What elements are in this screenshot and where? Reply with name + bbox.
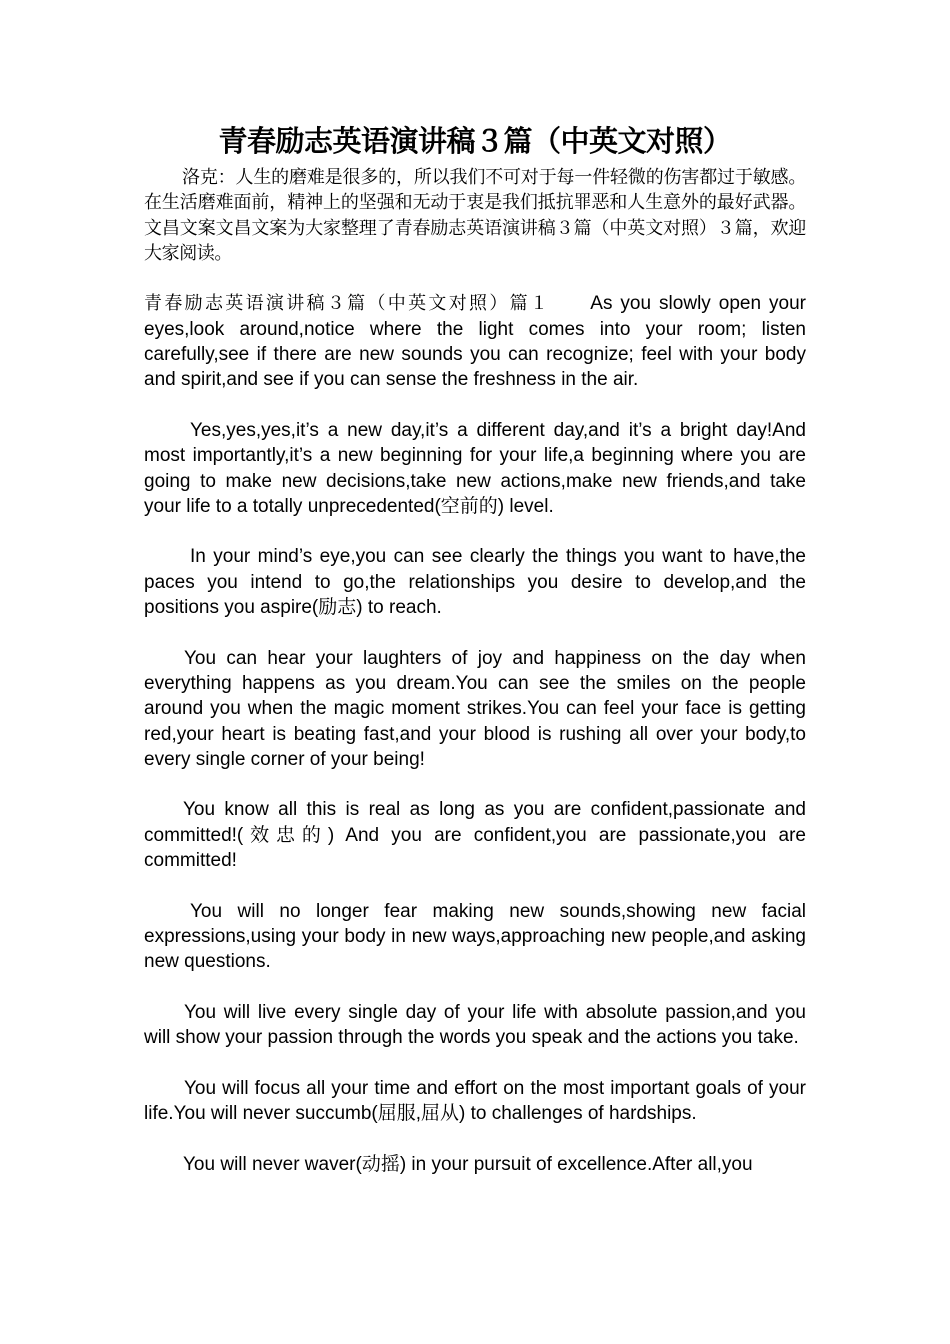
section-heading: 青春励志英语演讲稿３篇（中英文对照）篇１ [144, 293, 551, 315]
paragraph-9-text: You will never waver(动摇) in your pursuit of excellence.After all,you [183, 1153, 753, 1175]
paragraph-2-text: Yes,yes,yes,it’s a new day,it’s a different day,and it’s a bright day!And most importantly,it’s a new beginning for your life,a beginning where you are going to make new decisions,take new actions,make new friends,and take your life to a totally unprecedented(空前的) level. [144, 419, 806, 517]
paragraph-1 [144, 291, 806, 392]
paragraph-7 [144, 1000, 806, 1051]
paragraph-5-text: You know all this is real as long as you are confident,passionate and committed!(效忠的) And you are confident,you are passionate,you are committed! [144, 799, 806, 872]
paragraph-4 [144, 646, 806, 772]
paragraph-6 [144, 899, 806, 975]
paragraph-2 [144, 418, 806, 519]
intro-text: 洛克：人生的磨难是很多的，所以我们不可对于每一件轻微的伤害都过于敏感。在生活磨难面前，精神上的坚强和无动于衷是我们抵抗罪恶和人生意外的最好武器。 文昌文案文昌文案为大家整理了青春励志英语演讲稿３篇（中英文对照）３篇，欢迎大家阅读。 [144, 167, 806, 264]
paragraph-3 [144, 544, 806, 620]
paragraph-1-text: As you slowly open your eyes,look around,notice where the light comes into your room; listen carefully,see if there are new sounds you can recognize; feel with your body and spirit,and see if you can sense the freshness in the air. [144, 293, 806, 391]
intro-paragraph [144, 165, 806, 266]
paragraph-5 [144, 797, 806, 873]
paragraph-9 [144, 1152, 806, 1177]
document-page [144, 118, 806, 1202]
document-title: 青春励志英语演讲稿３篇（中英文对照） [218, 124, 732, 158]
paragraph-7-text: You will live every single day of your life with absolute passion,and you will show your passion through the words you speak and the actions you take. [144, 1001, 806, 1049]
paragraph-6-text: You will no longer fear making new sounds,showing new facial expressions,using your body in new ways,approaching new people,and asking new questions. [144, 900, 806, 973]
paragraph-4-text: You can hear your laughters of joy and happiness on the day when everything happens as you dream.You can see the smiles on the people around you when the magic moment strikes.You can feel your face is getting red,your heart is beating fast,and your blood is rushing all over your body,to every single corner of your being! [144, 647, 806, 770]
paragraph-8 [144, 1076, 806, 1127]
paragraph-3-text: In your mind’s eye,you can see clearly the things you want to have,the paces you intend to go,the relationships you desire to develop,and the positions you aspire(励志) to reach. [144, 546, 806, 619]
paragraph-8-text: You will focus all your time and effort on the most important goals of your life.You will never succumb(屈服,屈从) to challenges of hardships. [144, 1077, 806, 1124]
